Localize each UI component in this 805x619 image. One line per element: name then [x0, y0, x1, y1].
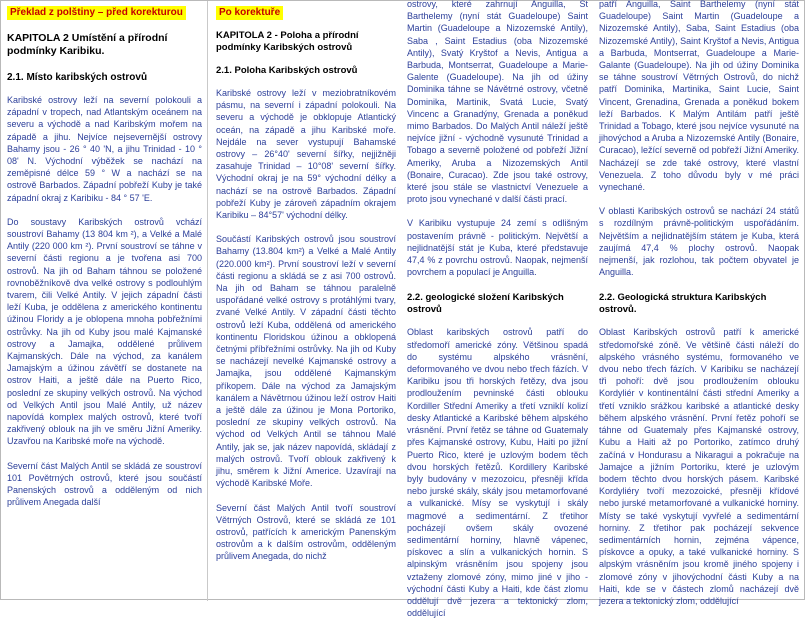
paragraph: V Karibiku vystupuje 24 zemí s odlišným postavením právně - politickým. Největší a nejlidnatější stát je Kuba, které představuje 47,4 % z povrchu ostrovů. Naopak, nejmenší povrchem a populací je Anguilla.: [407, 218, 588, 278]
header-after-correction: Po korektuře: [216, 6, 283, 20]
chapter-title: KAPITOLA 2 - Poloha a přírodní podmínky Karibských ostrovů: [216, 30, 359, 53]
column-after-correction: [216, 5, 396, 599]
section-heading: 2.2. Geologická struktura Karibských ostrovů.: [599, 292, 767, 316]
section-heading: 2.1. Místo karibských ostrovů: [7, 72, 148, 83]
column-divider: [207, 1, 208, 601]
header-before-correction: Překlad z polštiny – před korekturou: [7, 6, 186, 20]
paragraph: Severní část Malých Antil tvoří soustroví Větrných Ostrovů, které se skládá ze 101 ostrovů, patřících k americkým Panenským ostrovům a k dalším ostrovům, odděleným průlivem Anegada, do nichž: [216, 502, 396, 562]
column-before-correction-continued: [407, 0, 588, 619]
section-heading: 2.2. geologické složení Karibských ostrovů: [407, 292, 564, 316]
paragraph: Do soustavy Karibských ostrovů vchází soustroví Bahamy (13 804 km ²), a Velké a Malé Antily (220 000 km ²). První soustroví se táhne v severní části regionu a je tvořena asi 700 ostrovů. Na jih od Baham táhnou se položené rovnoběžníkově dva velké ostrovy s podlouhlým tvarem, čili Velké Antily. V jejich západní části leží Kuba, je oddělena z amerického kontinentu úžinou Floridy a je oblopena mnoha pobřežními ostrůvky. Na jih od Kuby jsou malé Kajmanské ostrovy a Jamajka, oddělené průlivem Kajmanských. Dále na východ, za kanálem Jamajským a úžinou závětří se dostanete na ostrov Haiti, a ještě dále na Puerto Rico, poslední ze skupiny velkých ostrovů. Na východ od Velkých Antil jsou Malé Antily, už název napovídá komplex malých ostrovů, které tvoří zakřivený oblouk na jih ve směru Jižní Ameriky. Uzavřou na Karibské moře na východě.: [7, 216, 202, 447]
paragraph: Severní část Malých Antil se skládá ze soustroví 101 Povětrných ostrovů, které jsou součástí Panenských ostrovů a odděleným od nich průlivem Anegada další: [7, 460, 202, 508]
column-before-correction: [7, 5, 202, 599]
column-after-correction-continued: [599, 0, 799, 606]
paragraph: Karibské ostrovy leží na severní polokouli a západní v tropech, nad Atlantským oceánem na severu a východě a nad Karibským mořem na západě a jihu. Nejvíce nejsevernější ostrovy Bahamy jsou - 26 ° 40 'N, a jihu Trinidad - 10 ° 08' N. Východní výběžek se nachází na zeměpisné délce 59 ° W a nachází se na ostrově Barbados. Západní pobřeží Kuby je také západní okraj z Karibiku - 84 ° 57 'E.: [7, 95, 202, 203]
paragraph: Oblast Karibských ostrovů patří k americké středomořské zóně. Ve většině části náleží do alpského vrásného systému, formovaného ve dvou nebo třech fázích. V Karibiku se nacházejí tři pohoří: dvě jsou prodloužením oblouku Kordyliér v kontinentální části střední Ameriky a třetí vzniklo srážkou karibské a atlantické desky během alpského vrásnění. První řetěz pohoří se táhne od Guatemaly přes Kajmanské ostrovy, Kubu a Haiti až po Portoriko, zatímco druhý začíná v Hondurasu a Nikaragui a pokračuje na Jamajce a jižním Portoriku, které je uzlovým bodem těchto dvou horských pásem. Karibské Kordyliéry tvoří mezozoické, přesněji křídové nebo jurské metamorfované a vulkanické horniny. Místy se také vyskytují vyvřelé a sedimentární horniny. Z třetihor pak pocházejí sekvence sedimentárních hornin, zejména vápence, pískovce a opuky, a také vulkanické horniny. S alpským vrásněním jsou kromě jiného spojeny i zlomové zóny v jihovýchodní části Kuby a na Haiti, kde se v částech zlomů nacházejí dvě jezera a tektonický zlom, oddělující: [599, 327, 799, 606]
paragraph: patří Anguilla, Saint Barthelemy (nyní stát Guadeloupe) Saint Martin (Guadeloupe a Nizozemské Antily), Saba, Saint Estadius (oba Nizozemské Antily), Saint Kryštof a Nevis, Antigua a Barbuda, Montserrat, Guadeloupe a Marie-Galante (Guadeloupe). Na jih od úžiny Dominika se táhne soustroví Větrných Ostrovů, do nichž patří Dominika, Martinika, Saint Lucie, Saint Vincent, Grenadina, Grenada a poněkud bokem leží Barbados. K Malým Antilám patří ještě Trinidad a Tobago, které jsou nejvíce vysunuté na jihovýchod a Aruba a Nizozemské Antily (Bonaire, Curacao), ležící severně od pobřeží Jižní Ameriky. Nacházejí se zde také ostrovy, které vlastní Venezuela. Z toho důvodu byly v mé práci vynechané.: [599, 0, 799, 193]
paragraph: Součástí Karibských ostrovů jsou soustroví Bahamy (13.804 km²) a Velké a Malé Antily (220.000 km²). První soustroví leží v severní části regionu a skládá se z asi 700 ostrovů. Na jih od Baham se táhnou paralelně uspořádané velké ostrovy s protáhlými tvary, zvané Velké Antily. V západní části těchto ostrovů leží Kuba, oddělená od amerického kontinentu Floridskou úžinou a obklopená četnými příbřežními ostrůvky. Na jih od Kuby se nacházejí nevelké Kajmanské ostrovy a Jamajka, jsou oddělené Kajmanským příkopem. Dále na východ za Jamajským kanálem a Návětrnou úžinou leží ostrov Haiti a ještě dále za úžinou je Mona Portoriko, poslední ze skupiny velkých ostrovů. Na východ od Velkých Antil se táhnou Malé Antily, jak se, jak název napovídá, skládají z malých ostrovů. Tvoří oblouk zakřivený k jihu, směrem k Jižní Americe. Uzavírají na východě Karibské Moře.: [216, 234, 396, 489]
paragraph: ostrovy, které zahrnují Anguilla, St Barthelemy (nyní stát Guadeloupe) Saint Martin (Guadeloupe a Nizozemské Antily), Saba , Saint Estadius (oba Nizozemské Antily), Svatý Kryštof a Nevis, Antigua a Barbuda, Montserrat, Guadeloupe a Marie-Galente (Guadeloupe). Na jih od úžiny Dominika táhne se Návětrné ostrovy, včetně Dominika, Martinik, Svatá Lucie, Svatý Vincenc a Granadýny, Grenada a poněkud mimo Barbados. Do Malých Antil náleží ještě nejvíce jižní - východně vysunuté Trinidad a Tobago a severně položené od pobřeží Jižní Ameriky, Aruba a Nizozemských Antil (Bonaire, Curacao). Zde jsou také ostrovy, které jsou stále se vlastnictví Venezuele a proto jsou vynechané v další části prací.: [407, 0, 588, 205]
paragraph: V oblasti Karibských ostrovů se nachází 24 států s rozdílným právně-politickým uspořádáním. Největším a nejlidnatějším státem je Kuba, která zaujímá 47,4 % plochy ostrovů. Naopak nejmenší, jak rozlohou, tak počtem obyvatel je Anguilla.: [599, 206, 799, 278]
paragraph: Karibské ostrovy leží v meziobratníkovém pásmu, na severní i západní polokouli. Na severu a východě je obklopuje Atlantický oceán, na západě a jihu Karibské moře. Nejdále na sever vystupují Bahamské ostrovy – 26°40' severní šířky, nejjižněji zasahuje Trinidad – 10°08' severní šířky. Východní okraj je na 59° východní délky a nachází se na ostrově Barbados. Západní pobřeží Kuby je zároveň západním okrajem Karibiku – 84°57' východní délky.: [216, 88, 396, 221]
section-heading: 2.1. Poloha Karibských ostrovů: [216, 65, 358, 76]
chapter-title: KAPITOLA 2 Umístění a přírodní podmínky Karibiku.: [7, 32, 168, 57]
paragraph: Oblast karibských ostrovů patří do středomoří americké zóny. Většinou spadá do systému alpského vrásnění, deformovaného ve dvou nebo třech fázích. V Karibiku jsou tři horských řetězy, dva jsou prodloužením pevninské části oblouku Kordiller Střední Ameriky a třetí vzniklí kolizí desky Atlantické a Karibské během alpského vrásnění. První řetěz se táhne od Guatemaly přes Kajmanské ostrovy, Kubu, Haiti po jižní Puerto Rico, které je uzlovým bodem těch dvou horských řetězů. Kordillery Karibské byly budovány v mezozoicu, přesněji křída nebo jurské skály, skály jsou metamorfované a vulkanické. Mísy se vyskytují i skály magmové a sedimentární. Z třetihor pocházejí ovšem skály ovozené sedimentární horniny, hlavně vápenec, pískovec a slín a vulkanických hornin. S alpinským vrásněním jsou spojeny jsou vztaženy zlomové zóny, mimo jiné v jiho - východní části Kuby a Haiti, kde část zlomu oddělují dvě jezera a tektonický zlom, oddělující: [407, 327, 588, 619]
